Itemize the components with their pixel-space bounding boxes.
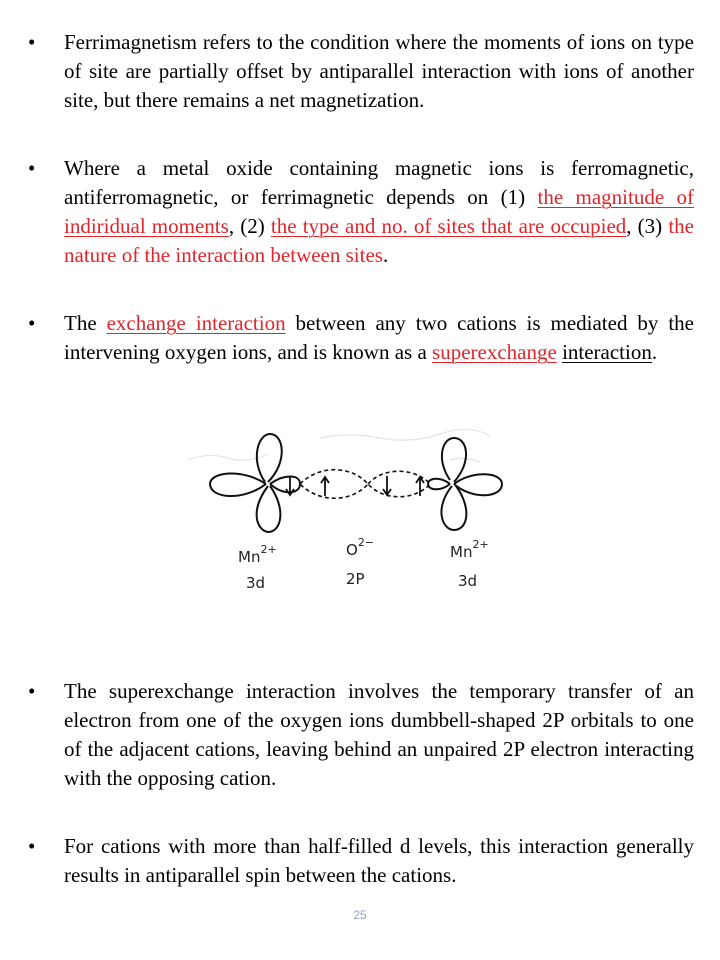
highlight-type-and-no-of-sites: the type and no. of sites that are occupied	[270, 214, 627, 238]
spin-down-arrow	[383, 476, 391, 495]
highlight-magnitude-of-moments: the magnitude of indiridual moments	[64, 185, 694, 238]
center-ion-label: $O^{2-}$	[346, 536, 375, 559]
text-run: , (2)	[228, 214, 271, 238]
superexchange-orbital-diagram	[180, 420, 530, 610]
left-mn-3d-orbital	[210, 434, 300, 532]
center-orbital-label: 2P	[346, 570, 365, 588]
highlight-exchange-interaction: exchange interaction	[106, 311, 286, 335]
bullet-text: For cations with more than half-filled d levels, this interaction generally results in antiparallel spin between the cations.	[64, 834, 694, 887]
text-run: The	[64, 311, 107, 335]
bullet-text	[64, 309, 694, 367]
bullet-marker: •	[28, 834, 36, 858]
text-run: Where a metal oxide containing magnetic ions is ferromagnetic, antiferromagnetic, or ferrimagnetic depends on (1)	[64, 156, 694, 209]
bullet-text	[64, 154, 694, 270]
text-run: .	[651, 340, 658, 364]
spin-down-arrow	[286, 476, 294, 495]
left-ion-label: $Mn^{2+}$	[238, 543, 277, 566]
right-orbital-label: 3d	[458, 572, 478, 590]
text-run: .	[382, 243, 389, 267]
underlined-interaction: interaction	[562, 340, 652, 364]
highlight-superexchange: superexchange	[432, 340, 557, 364]
left-orbital-label: 3d	[246, 574, 266, 592]
highlight-nature-of-interaction: the nature of the interaction between sites	[64, 214, 694, 267]
bullet-text: Ferrimagnetism refers to the condition where the moments of ions on type of site are partially offset by antiparallel interaction with ions of another site, but there remains a net magnetization.	[64, 30, 694, 112]
right-ion-label: $Mn^{2+}$	[450, 538, 489, 561]
page-number: 25	[353, 908, 367, 922]
oxygen-2p-orbital	[300, 470, 430, 499]
bullet-text: The superexchange interaction involves the temporary transfer of an electron from one of the oxygen ions dumbbell-shaped 2P orbitals to one of the adjacent cations, leaving behind an unpaired 2P electron interacting with the opposing cation.	[64, 679, 694, 790]
bullet-marker: •	[28, 311, 36, 335]
spin-up-arrow	[321, 477, 329, 496]
text-run: , (3)	[626, 214, 669, 238]
text-run: between any two cations is mediated by the intervening oxygen ions, and is known as a	[64, 311, 694, 364]
bullet-marker: •	[28, 679, 36, 703]
bullet-marker: •	[28, 156, 36, 180]
right-mn-3d-orbital	[428, 438, 502, 530]
bullet-marker: •	[28, 30, 36, 54]
